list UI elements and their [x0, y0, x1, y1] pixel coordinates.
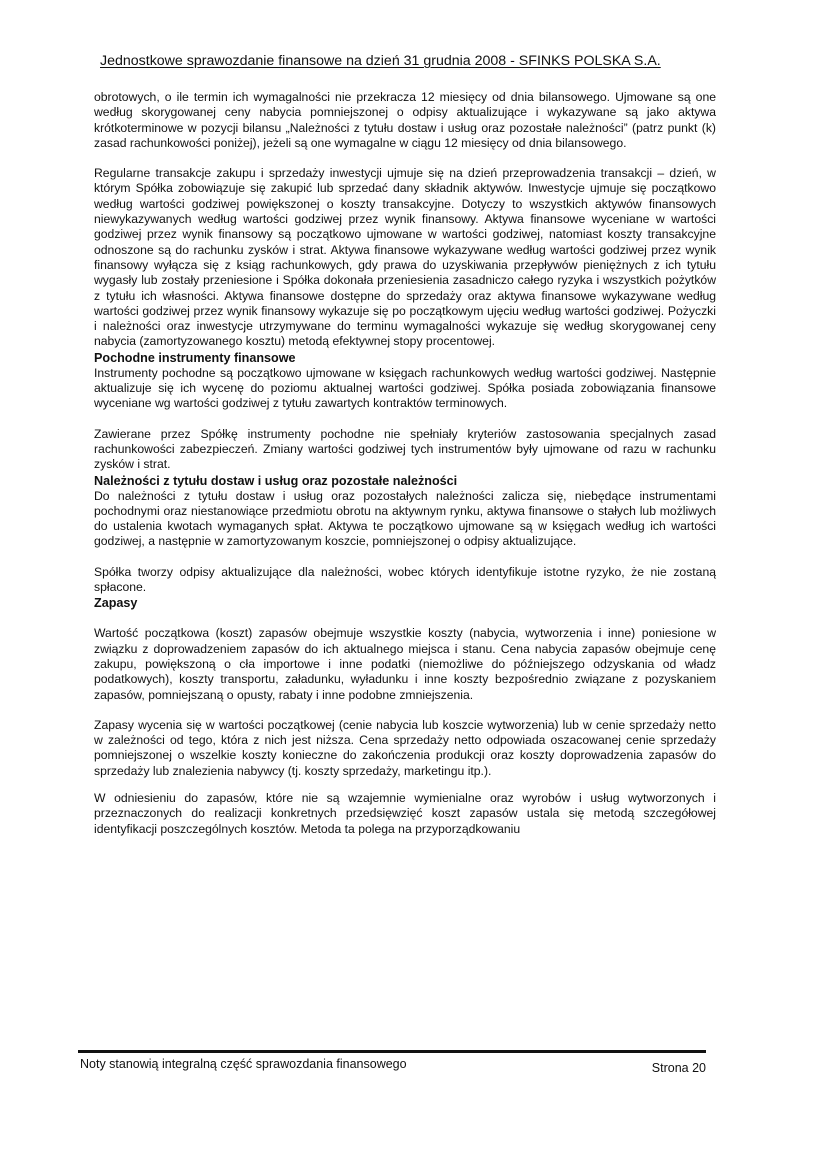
- page-header-title: Jednostkowe sprawozdanie finansowe na dzień 31 grudnia 2008 - SFINKS POLSKA S.A.: [100, 53, 661, 69]
- page-body: [94, 90, 716, 837]
- footer-note: Noty stanowią integralną część sprawozdania finansowego: [80, 1057, 407, 1071]
- page-number: Strona 20: [651, 1061, 706, 1075]
- paragraph-derivatives-hedging: Zawierane przez Spółkę instrumenty pochodne nie spełniały kryteriów zastosowania specjalnych zasad rachunkowości zabezpieczeń. Zmiany wartości godziwej tych instrumentów były ujmowane od razu w rachunku zysków i strat.: [94, 426, 716, 472]
- section-heading-derivatives: Pochodne instrumenty finansowe: [94, 350, 296, 365]
- paragraph-inventory-cost: Wartość początkowa (koszt) zapasów obejmuje wszystkie koszty (nabycia, wytworzenia i inne) poniesione w związku z doprowadzeniem zapasów do ich aktualnego miejsca i stanu. Cena nabycia zapasów obejmuje cenę zakupu, powiększoną o cła importowe i inne podatki (niemożliwe do późniejszego odzyskania od władz podatkowych), koszty transportu, załadunku, wyładunku i inne koszty bezpośrednio związane z pozyskaniem zapasów, pomniejszaną o opusty, rabaty i inne podobne zmniejszenia.: [94, 626, 716, 702]
- paragraph-financial-assets-continued: obrotowych, o ile termin ich wymagalności nie przekracza 12 miesięcy od dnia bilansowego. Ujmowane są one według skorygowanej ceny nabycia pomniejszonej o odpisy aktualizujące i wykazywane są jako aktywa krótkoterminowe w pozycji bilansu „Należności z tytułu dostaw i usług oraz pozostałe należności” (patrz punkt (k) zasad rachunkowości poniżej), jeżeli są one wymagalne w ciągu 12 miesięcy od dnia bilansowego.: [94, 90, 716, 150]
- paragraph-derivatives-measurement: Instrumenty pochodne są początkowo ujmowane w księgach rachunkowych według wartości godziwej. Następnie aktualizuje się ich wycenę do poziomu aktualnej wartości godziwej. Spółka posiada zobowiązania finansowe wyceniane wg wartości godziwej z tytułu zawartych kontraktów terminowych.: [94, 365, 716, 411]
- paragraph-receivables-definition: Do należności z tytułu dostaw i usług oraz pozostałych należności zalicza się, niebędące instrumentami pochodnymi oraz niestanowiące przedmiotu obrotu na aktywnym rynku, aktywa finansowe o stałych lub możliwych do ustalenia kwotach wymaganych spłat. Aktywa te początkowo ujmowane są w księgach według ich wartości godziwej, a następnie w zamortyzowanym koszcie, pomniejszonej o odpisy aktualizujące.: [94, 488, 716, 549]
- section-heading-receivables: Należności z tytułu dostaw i usług oraz pozostałe należności: [94, 473, 458, 488]
- section-heading-inventory: Zapasy: [94, 596, 138, 611]
- paragraph-inventory-identification: W odniesieniu do zapasów, które nie są wzajemnie wymienialne oraz wyrobów i usług wytworzonych i przeznaczonych do realizacji konkretnych przedsięwzięć koszt zapasów ustala się metodą szczegółowej identyfikacji poszczególnych kosztów. Metoda ta polega na przyporządkowaniu: [94, 790, 716, 836]
- footer-divider: [78, 1050, 706, 1053]
- paragraph-regular-transactions: Regularne transakcje zakupu i sprzedaży inwestycji ujmuje się na dzień przeprowadzenia transakcji – dzień, w którym Spółka zobowiązuje się zakupić lub sprzedać dany składnik aktywów. Inwestycje ujmuje się początkowo według wartości godziwej powiększonej o koszty transakcyjne. Dotyczy to wszystkich aktywów finansowych niewykazywanych według wartości godziwej przez wynik finansowy. Aktywa finansowe wyceniane w wartości godziwej przez wynik finansowy są początkowo ujmowane w wartości godziwej, natomiast koszty transakcyjne odnoszone są do rachunku zysków i strat. Aktywa finansowe wykazywane według wartości godziwej przez wynik finansowy wyłącza się z ksiąg rachunkowych, gdy prawa do uzyskiwania przepływów pieniężnych z ich tytułu wygasły lub zostały przeniesione i Spółka dokonała przeniesienia zasadniczo całego ryzyka i wszystkich pożytków z tytułu ich własności. Aktywa finansowe dostępne do sprzedaży oraz aktywa finansowe wykazywane według wartości godziwej przez wynik finansowy wykazuje się po początkowym ujęciu według wartości godziwej. Pożyczki i należności oraz inwestycje utrzymywane do terminu wymagalności wykazuje się według skorygowanej ceny nabycia (zamortyzowanego kosztu) metodą efektywnej stopy procentowej.: [94, 166, 716, 349]
- paragraph-inventory-valuation: Zapasy wycenia się w wartości początkowej (cenie nabycia lub koszcie wytworzenia) lub w cenie sprzedaży netto w zależności od tego, która z nich jest niższa. Cena sprzedaży netto odpowiada oszacowanej cenie sprzedaży pomniejszonej o wszelkie koszty konieczne do zakończenia produkcji oraz koszty doprowadzenia zapasów do sprzedaży lub znalezienia nabywcy (tj. koszty sprzedaży, marketingu itp.).: [94, 717, 716, 778]
- paragraph-receivables-impairment: Spółka tworzy odpisy aktualizujące dla należności, wobec których identyfikuje istotne ryzyko, że nie zostaną spłacone.: [94, 564, 716, 595]
